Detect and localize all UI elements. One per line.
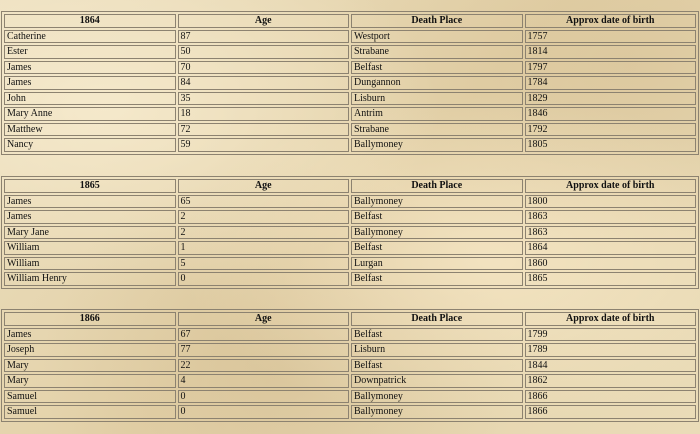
death-place-cell: Antrim (351, 107, 523, 121)
death-place-cell: Strabane (351, 45, 523, 59)
name-cell: Samuel (4, 405, 176, 419)
death-place-header: Death Place (351, 179, 523, 193)
table-header-row (4, 312, 696, 326)
table-row (4, 195, 696, 209)
birth-date-header: Approx date of birth (525, 14, 697, 28)
age-cell: 18 (178, 107, 350, 121)
age-cell: 67 (178, 328, 350, 342)
birth-date-header: Approx date of birth (525, 312, 697, 326)
year-header: 1864 (4, 14, 176, 28)
age-cell: 87 (178, 30, 350, 44)
birth-date-cell: 1814 (525, 45, 697, 59)
birth-date-cell: 1864 (525, 241, 697, 255)
name-cell: James (4, 195, 176, 209)
age-cell: 0 (178, 390, 350, 404)
death-place-cell: Lurgan (351, 257, 523, 271)
age-cell: 50 (178, 45, 350, 59)
age-cell: 0 (178, 405, 350, 419)
table-header-row (4, 14, 696, 28)
table-row (4, 328, 696, 342)
age-header: Age (178, 179, 350, 193)
death-place-cell: Downpatrick (351, 374, 523, 388)
name-cell: James (4, 328, 176, 342)
table-row (4, 61, 696, 75)
age-cell: 5 (178, 257, 350, 271)
death-place-cell: Belfast (351, 210, 523, 224)
name-cell: Ester (4, 45, 176, 59)
death-place-cell: Belfast (351, 328, 523, 342)
death-place-cell: Ballymoney (351, 390, 523, 404)
birth-date-cell: 1784 (525, 76, 697, 90)
table-row (4, 138, 696, 152)
death-place-cell: Ballymoney (351, 138, 523, 152)
birth-date-cell: 1797 (525, 61, 697, 75)
birth-date-cell: 1800 (525, 195, 697, 209)
age-cell: 35 (178, 92, 350, 106)
birth-date-cell: 1846 (525, 107, 697, 121)
birth-date-cell: 1866 (525, 390, 697, 404)
age-cell: 1 (178, 241, 350, 255)
name-cell: Catherine (4, 30, 176, 44)
deaths-table-1864 (1, 11, 699, 155)
birth-date-cell: 1863 (525, 226, 697, 240)
age-header: Age (178, 312, 350, 326)
table-row (4, 92, 696, 106)
age-cell: 84 (178, 76, 350, 90)
birth-date-cell: 1805 (525, 138, 697, 152)
death-place-header: Death Place (351, 14, 523, 28)
death-place-header: Death Place (351, 312, 523, 326)
name-cell: Mary Anne (4, 107, 176, 121)
name-cell: James (4, 76, 176, 90)
death-place-cell: Belfast (351, 359, 523, 373)
name-cell: Joseph (4, 343, 176, 357)
name-cell: James (4, 210, 176, 224)
age-cell: 22 (178, 359, 350, 373)
age-cell: 2 (178, 226, 350, 240)
death-place-cell: Belfast (351, 272, 523, 286)
age-cell: 0 (178, 272, 350, 286)
birth-date-cell: 1844 (525, 359, 697, 373)
age-cell: 70 (178, 61, 350, 75)
death-place-cell: Ballymoney (351, 405, 523, 419)
table-row (4, 123, 696, 137)
death-place-cell: Belfast (351, 241, 523, 255)
name-cell: Mary (4, 359, 176, 373)
birth-date-cell: 1757 (525, 30, 697, 44)
name-cell: James (4, 61, 176, 75)
death-place-cell: Dungannon (351, 76, 523, 90)
death-place-cell: Lisburn (351, 92, 523, 106)
age-cell: 2 (178, 210, 350, 224)
table-header-row (4, 179, 696, 193)
table-row (4, 405, 696, 419)
age-header: Age (178, 14, 350, 28)
birth-date-cell: 1799 (525, 328, 697, 342)
name-cell: Mary (4, 374, 176, 388)
birth-date-cell: 1789 (525, 343, 697, 357)
table-row (4, 374, 696, 388)
name-cell: John (4, 92, 176, 106)
age-cell: 65 (178, 195, 350, 209)
death-place-cell: Belfast (351, 61, 523, 75)
table-row (4, 107, 696, 121)
name-cell: Mary Jane (4, 226, 176, 240)
name-cell: Nancy (4, 138, 176, 152)
name-cell: William (4, 257, 176, 271)
death-place-cell: Ballymoney (351, 195, 523, 209)
birth-date-cell: 1866 (525, 405, 697, 419)
name-cell: Samuel (4, 390, 176, 404)
table-row (4, 257, 696, 271)
birth-date-cell: 1792 (525, 123, 697, 137)
death-place-cell: Strabane (351, 123, 523, 137)
table-row (4, 30, 696, 44)
birth-date-header: Approx date of birth (525, 179, 697, 193)
birth-date-cell: 1863 (525, 210, 697, 224)
deaths-table-1866 (1, 309, 699, 422)
age-cell: 4 (178, 374, 350, 388)
table-row (4, 241, 696, 255)
year-header: 1865 (4, 179, 176, 193)
table-row (4, 210, 696, 224)
table-row (4, 226, 696, 240)
table-row (4, 390, 696, 404)
deaths-table-1865 (1, 176, 699, 289)
table-row (4, 359, 696, 373)
birth-date-cell: 1860 (525, 257, 697, 271)
age-cell: 59 (178, 138, 350, 152)
table-row (4, 272, 696, 286)
death-place-cell: Ballymoney (351, 226, 523, 240)
year-header: 1866 (4, 312, 176, 326)
table-row (4, 45, 696, 59)
table-row (4, 76, 696, 90)
death-place-cell: Lisburn (351, 343, 523, 357)
age-cell: 77 (178, 343, 350, 357)
birth-date-cell: 1862 (525, 374, 697, 388)
name-cell: Matthew (4, 123, 176, 137)
death-place-cell: Westport (351, 30, 523, 44)
table-row (4, 343, 696, 357)
birth-date-cell: 1829 (525, 92, 697, 106)
age-cell: 72 (178, 123, 350, 137)
birth-date-cell: 1865 (525, 272, 697, 286)
name-cell: William (4, 241, 176, 255)
name-cell: William Henry (4, 272, 176, 286)
